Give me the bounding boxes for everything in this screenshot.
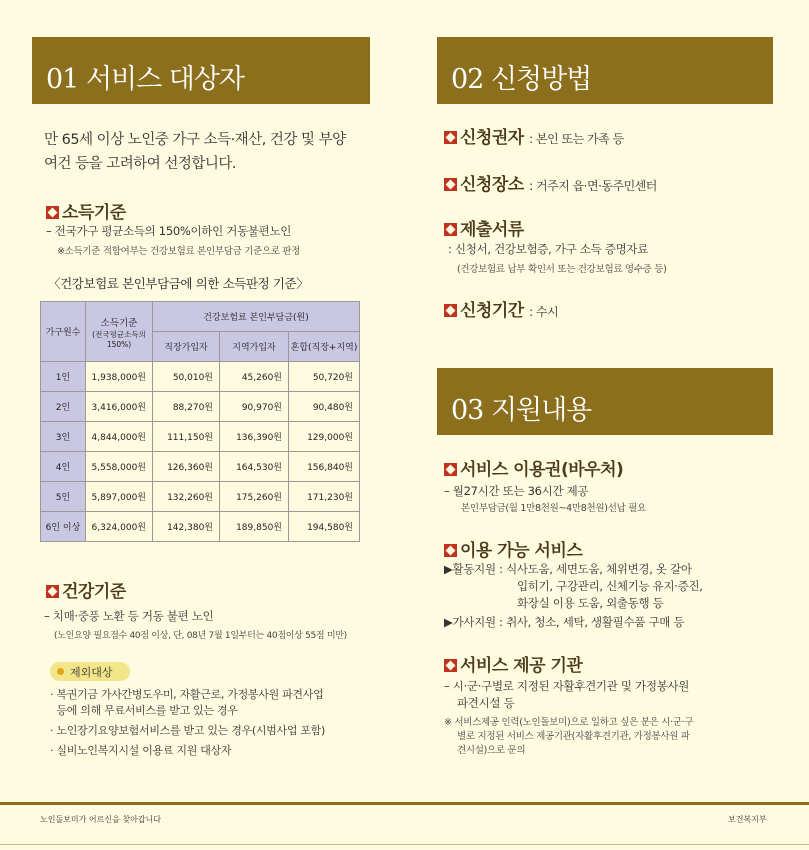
cell-mixed: 50,720원	[289, 362, 360, 392]
cell-mixed: 156,840원	[289, 452, 360, 482]
heading-text: : 본인 또는 가족 등	[529, 132, 624, 146]
cell-workplace: 111,150원	[153, 422, 220, 452]
provider-note: ※ 서비스제공 인력(노인돌보미)으로 일하고 싶은 분은 시·군·구	[444, 717, 694, 728]
health-criteria: – 치매·중풍 노환 등 거동 불편 노인	[44, 609, 214, 623]
heading-label: 신청권자	[460, 128, 524, 148]
place-heading	[444, 170, 657, 195]
income-table	[40, 301, 360, 542]
cell-income: 3,416,000원	[86, 392, 153, 422]
heading-label: 신청기간	[460, 301, 524, 321]
health-heading	[46, 577, 126, 602]
services-line: 입히기, 구강관리, 신체기능 유지·증진,	[517, 579, 703, 593]
col-regional: 지역가입자	[220, 332, 289, 362]
diamond-bullet-icon	[444, 178, 457, 191]
heading-text: : 거주지 읍·면·동주민센터	[529, 179, 657, 193]
cell-regional: 175,260원	[220, 482, 289, 512]
diamond-bullet-icon	[444, 659, 457, 672]
diamond-bullet-icon	[46, 585, 59, 598]
heading-label: 신청장소	[460, 175, 524, 195]
health-note: (노인요양 필요점수 40점 이상, 단, 08년 7월 1일부터는 40점이상 55점 미만)	[54, 631, 347, 641]
heading-label: 제출서류	[460, 220, 524, 240]
docs-text: : 신청서, 건강보험증, 가구 소득 증명자료	[448, 242, 649, 256]
col-household: 가구원수	[41, 302, 86, 362]
income-heading	[46, 198, 126, 223]
col-income-sub: (전국평균소득의	[92, 329, 146, 339]
cell-workplace: 132,260원	[153, 482, 220, 512]
cell-regional: 189,850원	[220, 512, 289, 542]
table-row	[41, 482, 360, 512]
diamond-bullet-icon	[444, 131, 457, 144]
cell-workplace: 50,010원	[153, 362, 220, 392]
table-row	[41, 392, 360, 422]
bottom-divider	[0, 844, 809, 845]
services-line: ▶가사지원 : 취사, 청소, 세탁, 생활필수품 구매 등	[444, 615, 685, 629]
table-row	[41, 512, 360, 542]
income-note: ※소득기준 적합여부는 건강보험료 본인부담금 기준으로 판정	[57, 246, 301, 257]
footer-divider	[0, 802, 809, 805]
section-banner-support	[437, 368, 773, 435]
cell-household: 2인	[41, 392, 86, 422]
cell-mixed: 171,230원	[289, 482, 360, 512]
diamond-bullet-icon	[444, 223, 457, 236]
applicant-heading	[444, 123, 624, 148]
income-criteria: – 전국가구 평균소득의 150%이하인 거동불편노인	[46, 224, 292, 238]
heading-label: 소득기준	[62, 203, 126, 223]
footer-left: 노인돌보미가 어르신을 찾아갑니다	[40, 815, 162, 824]
exclude-item: 등에 의해 무료서비스를 받고 있는 경우	[50, 704, 238, 717]
voucher-heading	[444, 455, 623, 480]
cell-regional: 45,260원	[220, 362, 289, 392]
cell-income: 5,558,000원	[86, 452, 153, 482]
cell-workplace: 142,380원	[153, 512, 220, 542]
cell-household: 4인	[41, 452, 86, 482]
exclude-item: · 실비노인복지시설 이용료 지원 대상자	[50, 744, 232, 757]
cell-regional: 164,530원	[220, 452, 289, 482]
table-row	[41, 422, 360, 452]
services-line: ▶활동지원 : 식사도움, 세면도움, 체위변경, 옷 갈아	[444, 562, 692, 576]
intro-line: 만 65세 이상 노인중 가구 소득·재산, 건강 및 부양	[44, 132, 346, 148]
footer-right: 보건복지부	[728, 815, 767, 824]
heading-label: 서비스 제공 기관	[460, 656, 583, 676]
services-heading	[444, 536, 582, 561]
col-workplace: 직장가입자	[153, 332, 220, 362]
voucher-text: – 월27시간 또는 36시간 제공	[444, 484, 589, 498]
col-income-sub2: 150%)	[106, 339, 132, 349]
provider-text: 파견시설 등	[457, 696, 515, 710]
section-banner-target	[32, 37, 370, 104]
cell-income: 4,844,000원	[86, 422, 153, 452]
diamond-bullet-icon	[444, 544, 457, 557]
cell-income: 5,897,000원	[86, 482, 153, 512]
section-banner-apply	[437, 37, 773, 104]
cell-mixed: 194,580원	[289, 512, 360, 542]
cell-household: 6인 이상	[41, 512, 86, 542]
cell-regional: 136,390원	[220, 422, 289, 452]
col-mixed: 혼합(직장+지역)	[289, 332, 360, 362]
provider-note: 별로 지정된 서비스 제공기관(자활후견기관, 가정봉사원 파	[457, 731, 690, 742]
period-heading	[444, 296, 558, 321]
cell-household: 1인	[41, 362, 86, 392]
diamond-bullet-icon	[444, 463, 457, 476]
intro-text	[44, 128, 374, 176]
cell-income: 1,938,000원	[86, 362, 153, 392]
exclude-badge	[50, 662, 130, 681]
docs-note: (건강보험료 납부 확인서 또는 건강보험료 영수증 등)	[457, 264, 667, 275]
exclude-item: · 노인장기요양보험서비스를 받고 있는 경우(시범사업 포함)	[50, 724, 325, 737]
heading-label: 이용 가능 서비스	[460, 541, 583, 561]
col-income-label: 소득기준	[100, 317, 138, 329]
heading-label: 건강기준	[62, 582, 126, 602]
cell-workplace: 88,270원	[153, 392, 220, 422]
table-row	[41, 452, 360, 482]
exclude-label: 제외대상	[70, 666, 113, 679]
cell-household: 3인	[41, 422, 86, 452]
col-income	[86, 302, 153, 362]
cell-regional: 90,970원	[220, 392, 289, 422]
diamond-bullet-icon	[46, 206, 59, 219]
bullet-dot-icon	[57, 668, 64, 675]
heading-label: 서비스 이용권(바우처)	[460, 460, 624, 480]
cell-household: 5인	[41, 482, 86, 512]
cell-income: 6,324,000원	[86, 512, 153, 542]
heading-text: : 수시	[529, 305, 559, 319]
cell-mixed: 90,480원	[289, 392, 360, 422]
intro-line: 여건 등을 고려하여 선정합니다.	[44, 156, 237, 172]
provider-heading	[444, 651, 582, 676]
provider-note: 견시설)으로 문의	[457, 745, 526, 756]
table-title: 〈건강보험료 본인부담금에 의한 소득판정 기준〉	[48, 276, 309, 291]
col-premium: 건강보험료 본인부담금(원)	[153, 302, 360, 332]
banner-title: 03 지원내용	[451, 395, 592, 426]
banner-title: 01 서비스 대상자	[46, 64, 245, 95]
table-row	[41, 362, 360, 392]
banner-title: 02 신청방법	[451, 64, 592, 95]
voucher-note: 본인부담금(월 1만8천원~4만8천원)선납 필요	[461, 503, 646, 514]
diamond-bullet-icon	[444, 304, 457, 317]
docs-heading	[444, 215, 524, 240]
cell-workplace: 126,360원	[153, 452, 220, 482]
cell-mixed: 129,000원	[289, 422, 360, 452]
provider-text: – 시·군·구별로 지정된 자활후견기관 및 가정봉사원	[444, 679, 690, 693]
services-line: 화장실 이용 도움, 외출동행 등	[517, 596, 664, 610]
exclude-item: · 복권기금 가사간병도우미, 자활근로, 가정봉사원 파견사업	[50, 688, 324, 701]
